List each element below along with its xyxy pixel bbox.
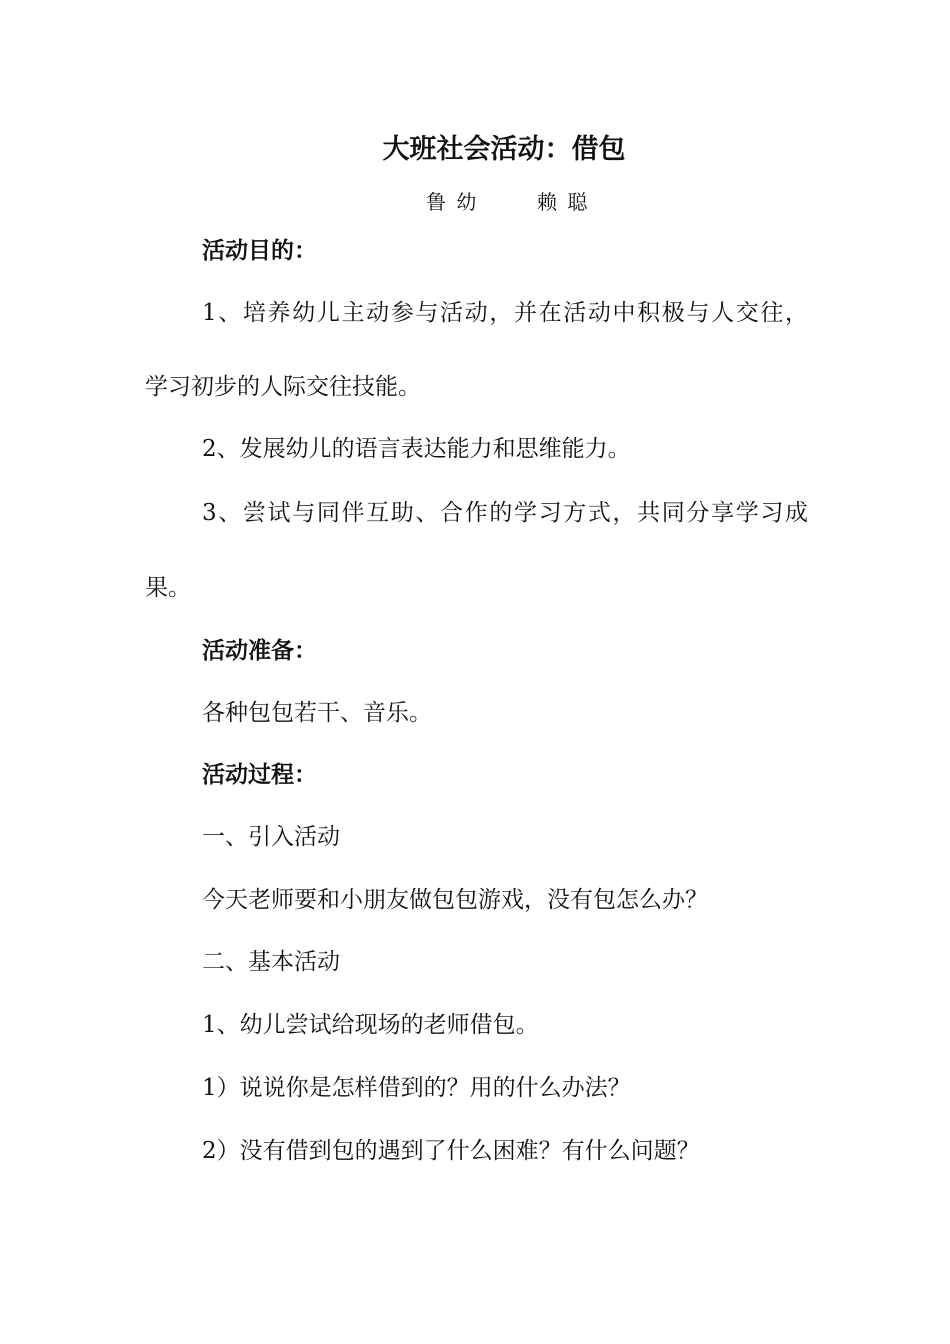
author-name: 鲁 幼 bbox=[426, 190, 479, 214]
paragraph-line: 果。 bbox=[145, 575, 191, 601]
paragraph-line: 2、发展幼儿的语言表达能力和思维能力。 bbox=[202, 436, 631, 462]
section-heading-process: 活动过程： bbox=[202, 762, 317, 788]
section-heading-goals: 活动目的： bbox=[202, 238, 317, 264]
author-name: 赖 聪 bbox=[537, 190, 590, 214]
paragraph-line: 学习初步的人际交往技能。 bbox=[145, 374, 421, 400]
document-title: 大班社会活动：借包 bbox=[382, 134, 626, 165]
section-heading-prep: 活动准备： bbox=[202, 638, 317, 664]
subheading: 二、基本活动 bbox=[202, 949, 340, 975]
paragraph-line: 3、尝试与同伴互助、合作的学习方式，共同分享学习成 bbox=[202, 500, 808, 526]
paragraph-line: 1、培养幼儿主动参与活动，并在活动中积极与人交往， bbox=[202, 300, 808, 326]
paragraph-line: 1）说说你是怎样借到的？用的什么办法？ bbox=[202, 1075, 631, 1101]
paragraph-line: 2）没有借到包的遇到了什么困难？有什么问题？ bbox=[202, 1138, 700, 1164]
paragraph-line: 各种包包若干、音乐。 bbox=[202, 700, 432, 726]
paragraph-line: 1、幼儿尝试给现场的老师借包。 bbox=[202, 1012, 539, 1038]
subheading: 一、引入活动 bbox=[202, 824, 340, 850]
paragraph-line: 今天老师要和小朋友做包包游戏，没有包怎么办？ bbox=[202, 887, 708, 913]
